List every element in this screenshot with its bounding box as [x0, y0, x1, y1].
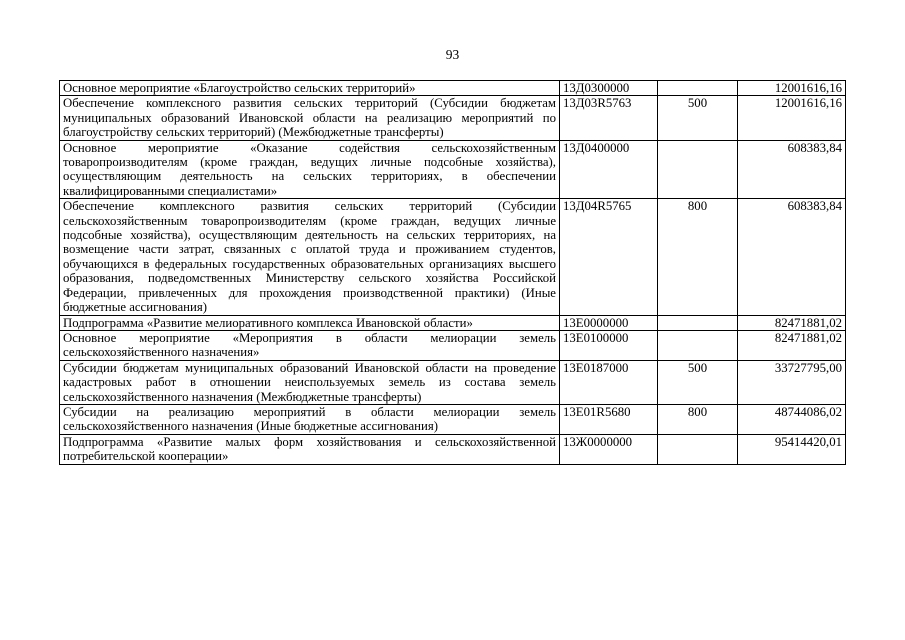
- table-row: [60, 330, 846, 360]
- table-row: [60, 360, 846, 404]
- row-description: Основное мероприятие «Мероприятия в области мелиорации земель сельскохозяйственного назначения»: [60, 330, 560, 360]
- row-sum: 608383,84: [738, 140, 846, 199]
- row-sum: 48744086,02: [738, 404, 846, 434]
- row-expense-type: 500: [658, 360, 738, 404]
- table-row: [60, 315, 846, 330]
- row-code: 13Е0000000: [560, 315, 658, 330]
- page-number: 93: [445, 47, 460, 62]
- row-sum: 82471881,02: [738, 315, 846, 330]
- row-code: 13Д0400000: [560, 140, 658, 199]
- row-sum: 12001616,16: [738, 96, 846, 140]
- row-expense-type: [658, 315, 738, 330]
- row-code: 13Е0100000: [560, 330, 658, 360]
- table-row: [60, 199, 846, 315]
- row-description: Субсидии бюджетам муниципальных образований Ивановской области на проведение кадастровых работ в отношении неиспользуемых земель из состава земель сельскохозяйственного назначения (Межбюджетные трансферты): [60, 360, 560, 404]
- row-description: Подпрограмма «Развитие мелиоративного комплекса Ивановской области»: [60, 315, 560, 330]
- row-sum: 33727795,00: [738, 360, 846, 404]
- table-row: [60, 81, 846, 96]
- row-code: 13Е0187000: [560, 360, 658, 404]
- row-description: Обеспечение комплексного развития сельских территорий (Субсидии бюджетам муниципальных образований Ивановской области на реализацию мероприятий по благоустройству сельских территорий) (Межбюджетные трансферты): [60, 96, 560, 140]
- row-sum: 82471881,02: [738, 330, 846, 360]
- row-code: 13Д0300000: [560, 81, 658, 96]
- row-code: 13Д03R5763: [560, 96, 658, 140]
- row-expense-type: [658, 330, 738, 360]
- row-code: 13Е01R5680: [560, 404, 658, 434]
- row-sum: 608383,84: [738, 199, 846, 315]
- table-row: [60, 140, 846, 199]
- row-sum: 12001616,16: [738, 81, 846, 96]
- row-description: Субсидии на реализацию мероприятий в области мелиорации земель сельскохозяйственного назначения (Иные бюджетные ассигнования): [60, 404, 560, 434]
- row-expense-type: 800: [658, 404, 738, 434]
- table-row: [60, 434, 846, 464]
- row-expense-type: 500: [658, 96, 738, 140]
- row-description: Подпрограмма «Развитие малых форм хозяйствования и сельскохозяйственной потребительской кооперации»: [60, 434, 560, 464]
- budget-table: [59, 80, 846, 465]
- row-code: 13Д04R5765: [560, 199, 658, 315]
- row-expense-type: 800: [658, 199, 738, 315]
- row-code: 13Ж0000000: [560, 434, 658, 464]
- row-expense-type: [658, 140, 738, 199]
- row-description: Обеспечение комплексного развития сельских территорий (Субсидии сельскохозяйственным товаропроизводителям (кроме граждан, ведущих личные подсобные хозяйства), осуществляющим деятельность на сельских территориях, на возмещение части затрат, связанных с оплатой труда и проживанием студентов, обучающихся в федеральных государственных образовательных организациях высшего образования, подведомственных Министерству сельского хозяйства Российской Федерации, привлеченных для прохождения производственной практики) (Иные бюджетные ассигнования): [60, 199, 560, 315]
- row-expense-type: [658, 434, 738, 464]
- row-description: Основное мероприятие «Благоустройство сельских территорий»: [60, 81, 560, 96]
- table-row: [60, 404, 846, 434]
- table-row: [60, 96, 846, 140]
- row-description: Основное мероприятие «Оказание содействия сельскохозяйственным товаропроизводителям (кроме граждан, ведущих личные подсобные хозяйства), осуществляющим деятельность на сельских территориях, в обеспечении квалифицированными специалистами»: [60, 140, 560, 199]
- row-sum: 95414420,01: [738, 434, 846, 464]
- row-expense-type: [658, 81, 738, 96]
